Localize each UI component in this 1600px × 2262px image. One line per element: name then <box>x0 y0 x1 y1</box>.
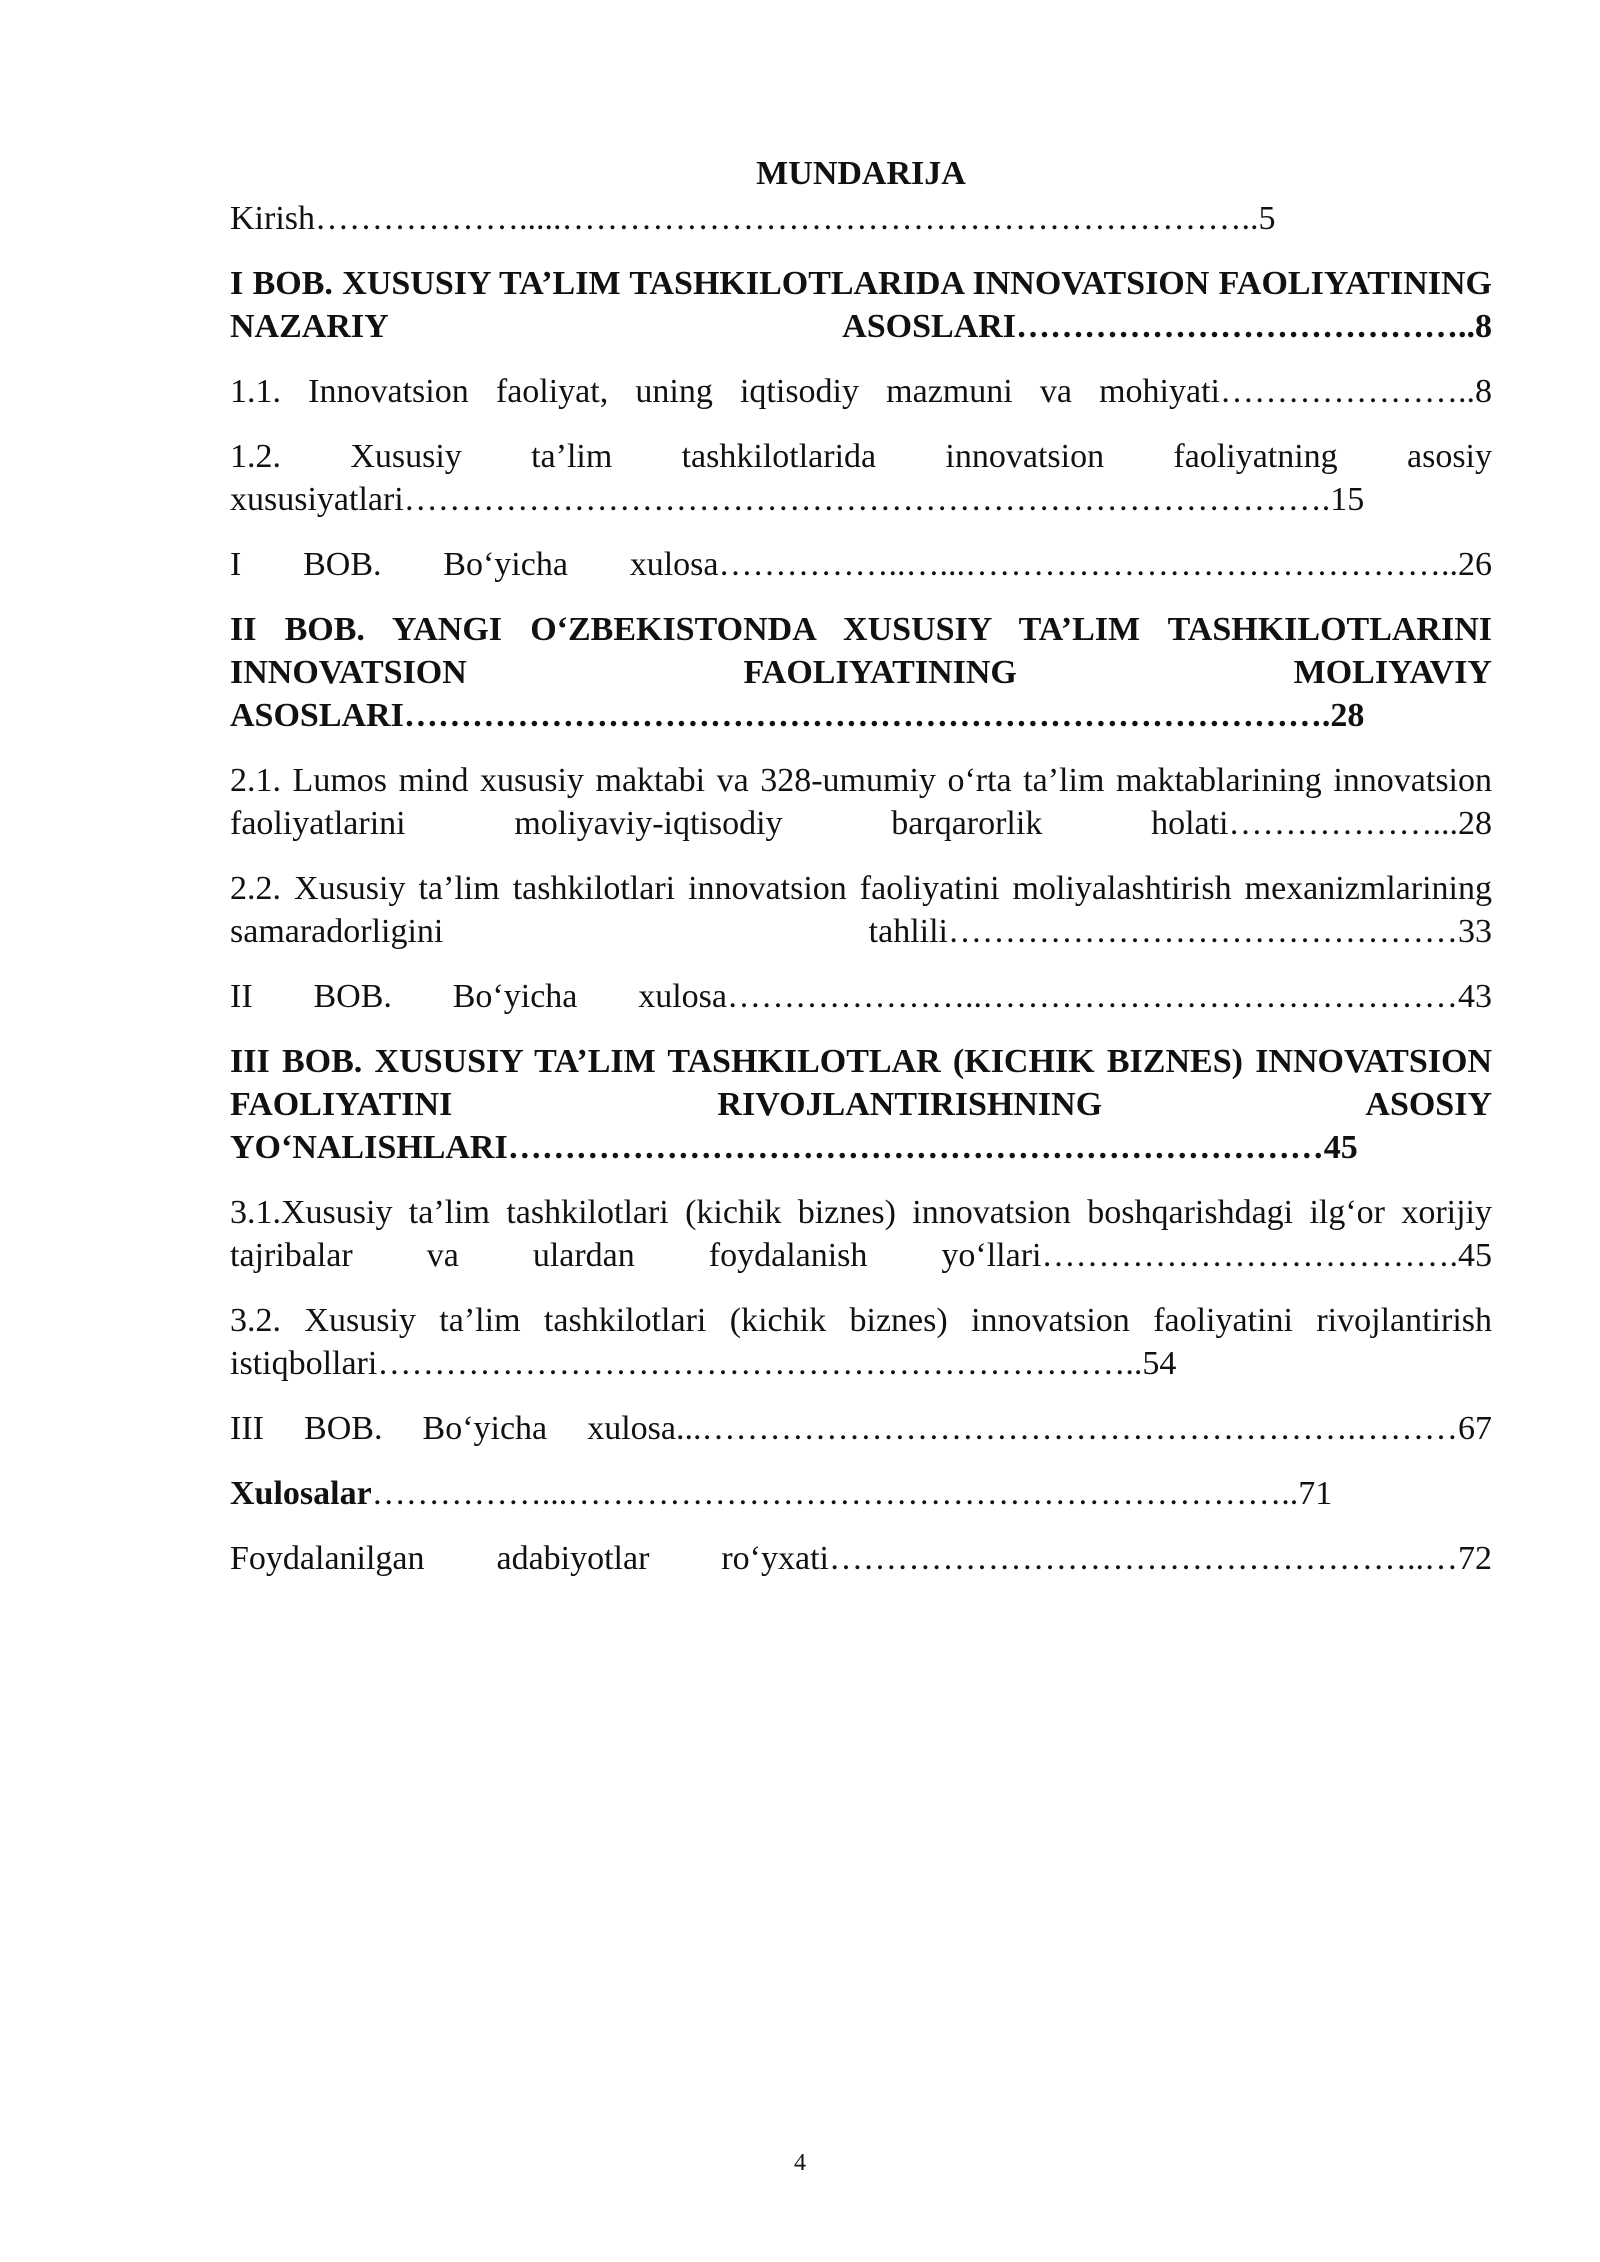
toc-entry-text: II BOB. YANGI O‘ZBEKISTONDA XUSUSIY TA’LIM TASHKILOTLARINI INNOVATSION FAOLIYATINING MOLIYAVIY ASOSLARI……………………………………………………………………….28 <box>230 611 1492 734</box>
toc-entry-chapter-2[interactable] <box>230 608 1492 737</box>
toc-entry-text: II BOB. Bo‘yicha xulosa…………………..……………………………………43 <box>230 978 1492 1015</box>
toc-entry-conclusions[interactable] <box>230 1472 1492 1515</box>
toc-entry-text: 2.2. Xususiy ta’lim tashkilotlari innovatsion faoliyatini moliyalashtirish mexanizmlarining samaradorligini tahlili………………………………………33 <box>230 870 1492 950</box>
toc-entry-text: Foydalanilgan adabiyotlar ro‘yxati……………………………………………..…72 <box>230 1540 1492 1577</box>
toc-entry-kirish[interactable] <box>230 197 1492 240</box>
table-of-contents <box>230 152 1492 1602</box>
toc-entry-chapter-1-conclusion[interactable] <box>230 543 1492 586</box>
toc-entry-references[interactable] <box>230 1537 1492 1580</box>
toc-entry-chapter-3-conclusion[interactable] <box>230 1407 1492 1450</box>
page-number: 4 <box>794 2150 806 2176</box>
toc-entry-section-2-2[interactable] <box>230 867 1492 953</box>
toc-entry-section-2-1[interactable] <box>230 759 1492 845</box>
toc-entry-text: 1.1. Innovatsion faoliyat, uning iqtisodiy mazmuni va mohiyati…………………..8 <box>230 373 1492 410</box>
toc-entry-text: III BOB. XUSUSIY TA’LIM TASHKILOTLAR (KICHIK BIZNES) INNOVATSION FAOLIYATINI RIVOJLANTIRISHNING ASOSIY YO‘NALISHLARI………………………………………………………………45 <box>230 1043 1492 1166</box>
toc-entry-text: Kirish……………….....……………………………………………………..5 <box>230 200 1276 237</box>
toc-entry-text: 2.1. Lumos mind xususiy maktabi va 328-umumiy o‘rta ta’lim maktablarining innovatsion faoliyatlarini moliyaviy-iqtisodiy barqarorlik holati………………...28 <box>230 762 1492 842</box>
toc-entry-chapter-2-conclusion[interactable] <box>230 975 1492 1018</box>
toc-entry-section-1-2[interactable] <box>230 435 1492 521</box>
toc-entry-section-3-1[interactable] <box>230 1191 1492 1277</box>
toc-entry-text: 3.2. Xususiy ta’lim tashkilotlari (kichik biznes) innovatsion faoliyatini rivojlantirish istiqbollari…………………………………………………………..54 <box>230 1302 1492 1382</box>
toc-entry-chapter-3[interactable] <box>230 1040 1492 1169</box>
toc-entry-text: ……………...………………………………………………………..71 <box>371 1475 1333 1512</box>
toc-entry-text: 3.1.Xususiy ta’lim tashkilotlari (kichik biznes) innovatsion boshqarishdagi ilg‘or xorijiy tajribalar va ulardan foydalanish yo‘llari……………………………….45 <box>230 1194 1492 1274</box>
toc-entry-text: III BOB. Bo‘yicha xulosa...………………………………………………….………67 <box>230 1410 1492 1447</box>
toc-entry-chapter-1[interactable] <box>230 262 1492 348</box>
toc-entry-lead: Xulosalar <box>230 1475 372 1512</box>
toc-entry-section-3-2[interactable] <box>230 1299 1492 1385</box>
toc-entry-section-1-1[interactable] <box>230 370 1492 413</box>
toc-entry-text: 1.2. Xususiy ta’lim tashkilotlarida innovatsion faoliyatning asosiy xususiyatlari……………………………………………………………………….15 <box>230 438 1492 518</box>
toc-title: MUNDARIJA <box>756 155 966 192</box>
toc-entry-text: I BOB. Bo‘yicha xulosa……………..…...……………………………………..26 <box>230 546 1492 583</box>
toc-entry-text: I BOB. XUSUSIY TA’LIM TASHKILOTLARIDA INNOVATSION FAOLIYATINING NAZARIY ASOSLARI…………………………………..8 <box>230 265 1492 345</box>
